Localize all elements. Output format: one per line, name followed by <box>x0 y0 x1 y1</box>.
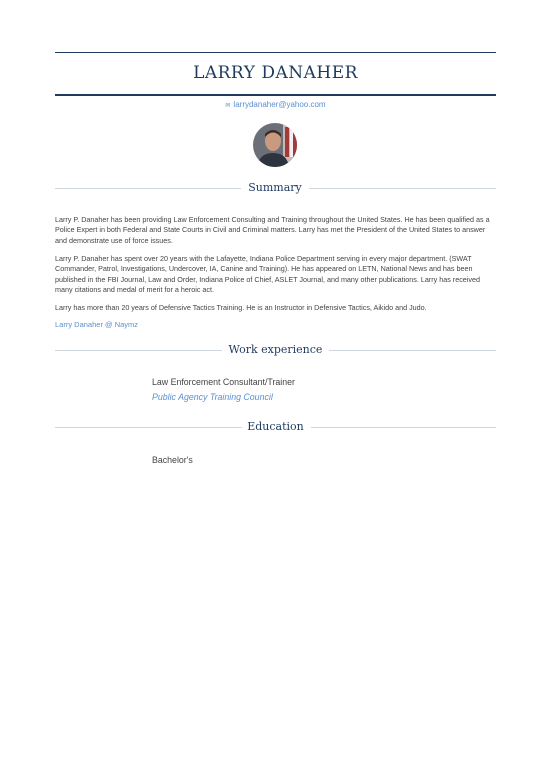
candidate-name: LARRY DANAHER <box>193 63 358 83</box>
education-divider-right <box>311 427 496 428</box>
contact-line <box>55 100 496 109</box>
summary-divider-right <box>309 188 496 189</box>
work-divider-left <box>55 350 222 351</box>
envelope-icon: ✉ <box>225 103 231 109</box>
education-divider-left <box>55 427 242 428</box>
avatar-photo <box>253 123 297 167</box>
education-title: Education <box>247 420 304 433</box>
avatar <box>253 123 297 167</box>
header-top-rule <box>55 52 496 53</box>
email-link[interactable]: larrydanaher@yahoo.com <box>233 100 326 109</box>
summary-paragraph-3: Larry has more than 20 years of Defensive Tactics Training. He is an Instructor in Defensive Tactics, Aikido and Judo. <box>55 303 427 312</box>
summary-title: Summary <box>248 181 302 194</box>
employer-link[interactable]: Public Agency Training Council <box>152 392 273 402</box>
summary-paragraph-1: Larry P. Danaher has been providing Law Enforcement Consulting and Training throughout the United States. He has been qualified as a Police Expert in both Federal and State Courts in Civil and Criminal matters. Larry has met the President of the United States to answer and demonstrate use of force issues. <box>55 215 490 245</box>
work-heading <box>55 343 496 357</box>
education-heading <box>55 420 496 434</box>
summary-paragraph-2: Larry P. Danaher has spent over 20 years with the Lafayette, Indiana Police Department serving in every major department. (SWAT Commander, Patrol, Investigations, Undercover, IA, Canine and Training). He has appeared on LETN, National News and has been published in the FBI Journal, Law and Order, Indiana Police of Chief, ASLET Journal, and many other publications. Larry has received many citations and medal of merit for a heroic act. <box>55 254 480 295</box>
summary-divider-left <box>55 188 241 189</box>
naymz-link[interactable]: Larry Danaher @ Naymz <box>55 320 139 329</box>
job-title: Law Enforcement Consultant/Trainer <box>152 377 295 387</box>
header-bottom-rule <box>55 94 496 96</box>
degree: Bachelor's <box>152 455 193 465</box>
summary-heading <box>55 181 496 195</box>
work-title: Work experience <box>228 343 323 356</box>
work-divider-right <box>329 350 496 351</box>
